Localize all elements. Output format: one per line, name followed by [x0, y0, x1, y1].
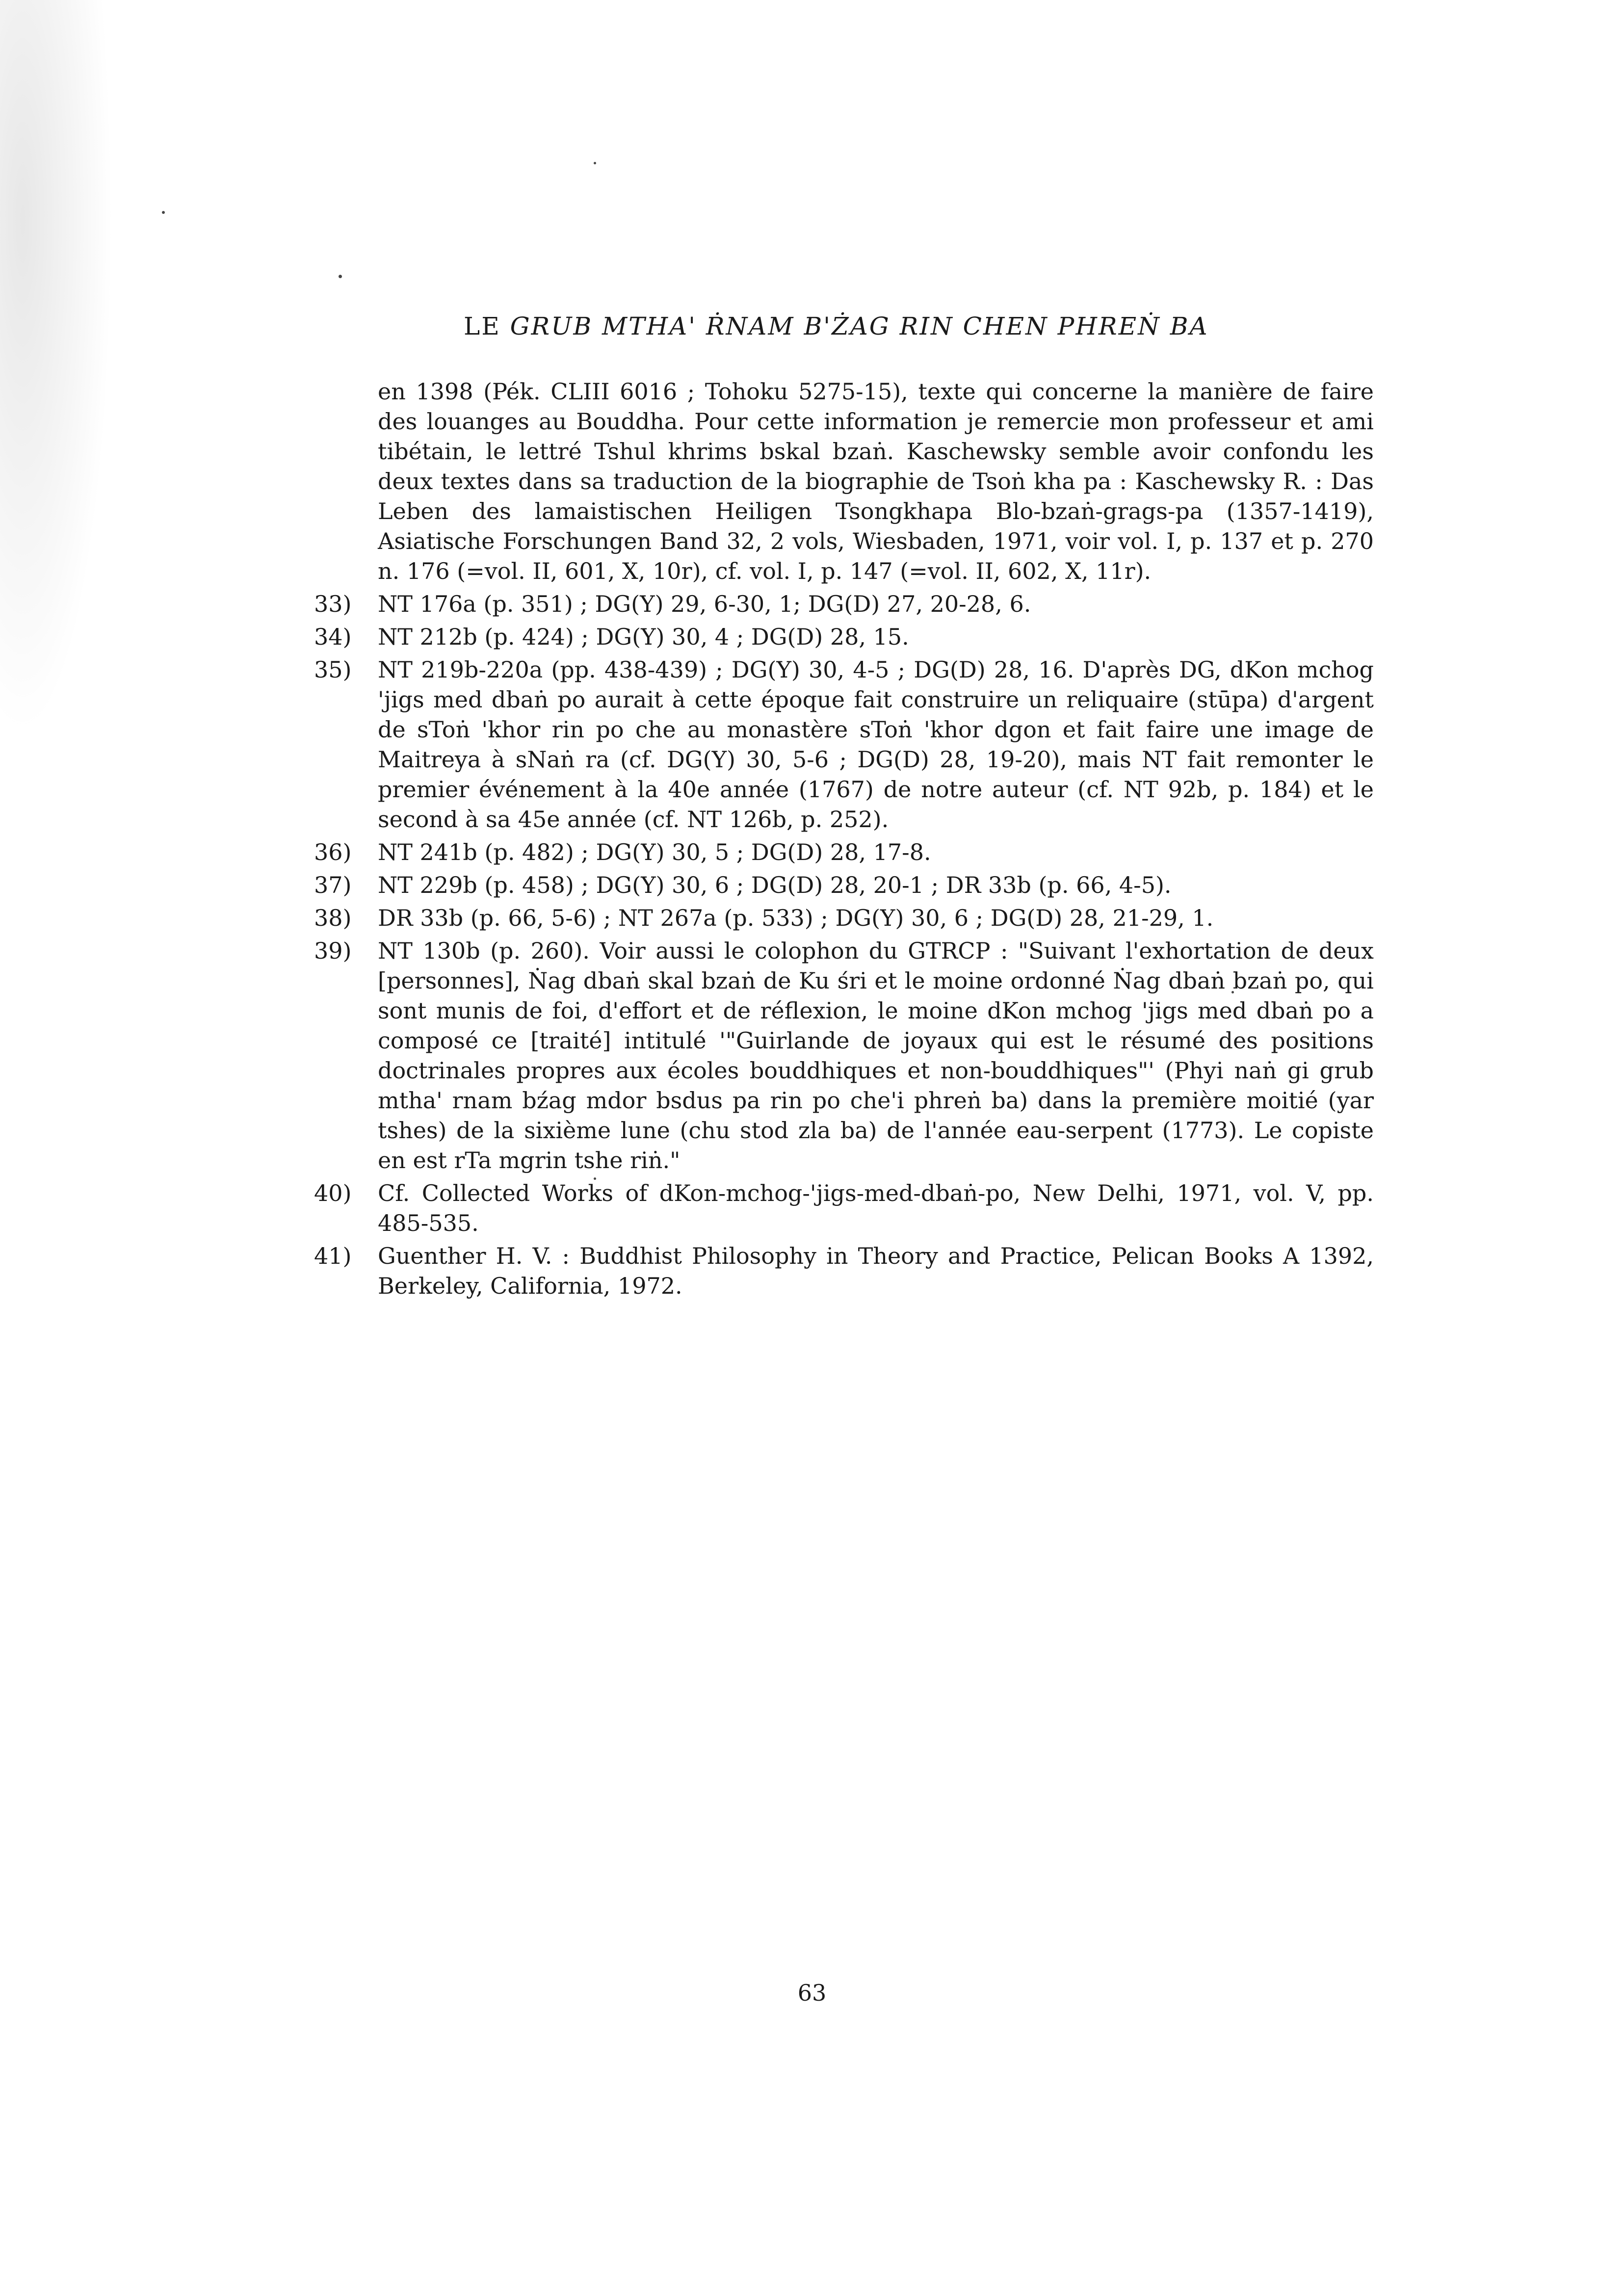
footnote-number: 38)	[314, 905, 352, 931]
footnote	[314, 655, 1374, 835]
page-number: 63	[797, 1980, 827, 2006]
footnote-text: DR 33b (p. 66, 5-6) ; NT 267a (p. 533) ; DG(Y) 30, 6 ; DG(D) 28, 21-29, 1.	[378, 905, 1214, 931]
footnote-text: Guenther H. V. : Buddhist Philosophy in Theory and Practice, Pelican Books A 1392, Berkeley, California, 1972.	[378, 1243, 1374, 1299]
footnote	[314, 1178, 1374, 1238]
footnote-number: 39)	[314, 938, 352, 964]
footnote	[314, 622, 1374, 652]
footnote-number: 37)	[314, 872, 352, 898]
footnote-text: NT 130b (p. 260). Voir aussi le colophon du GTRCP : "Suivant l'exhortation de deux [personnes], Ṅag dbaṅ skal bzaṅ de Ku śri et le moine ordonné Ṅag dbaṅ bzaṅ po, qui sont munis de foi, d'effort et de réflexion, le moine dKon mchog 'jigs med dbaṅ po a composé ce [traité] intitulé '"Guirlande de joyaux qui est le résumé des positions doctrinales propres aux écoles bouddhiques et non-bouddhiques"' (Phyi naṅ gi grub mtha' rnam bźag mdor bsdus pa rin po che'i phreṅ ba) dans la première moitié (yar tshes) de la sixième lune (chu stod zla ba) de l'année eau-serpent (1773). Le copiste en est rTa mgrin tshe riṅ."	[378, 938, 1374, 1174]
running-header-prefix: LE	[464, 312, 510, 340]
scan-speck	[339, 275, 342, 278]
note-continuation: en 1398 (Pék. CLIII 6016 ; Tohoku 5275-15), texte qui concerne la manière de faire des louanges au Bouddha. Pour cette information je remercie mon professeur et ami tibétain, le lettré Tshul khrims bskal bzaṅ. Kaschewsky semble avoir confondu les deux textes dans sa traduction de la biographie de Tsoṅ kha pa : Kaschewsky R. : Das Leben des lamaistischen Heiligen Tsongkhapa Blo-bzaṅ-grags-pa (1357-1419), Asiatische Forschungen Band 32, 2 vols, Wiesbaden, 1971, voir vol. I, p. 137 et p. 270 n. 176 (=vol. II, 601, X, 10r), cf. vol. I, p. 147 (=vol. II, 602, X, 11r).	[378, 378, 1374, 584]
footnote-number: 36)	[314, 839, 352, 865]
footnote	[314, 903, 1374, 933]
footnote-number: 33)	[314, 591, 352, 617]
footnote-text: NT 229b (p. 458) ; DG(Y) 30, 6 ; DG(D) 28, 20-1 ; DR 33b (p. 66, 4-5).	[378, 872, 1172, 898]
footnote-text: Cf. Collected Works of dKon-mchog-'jigs-med-dbaṅ-po, New Delhi, 1971, vol. V, pp. 485-535.	[378, 1180, 1374, 1236]
footnote	[314, 870, 1374, 900]
scan-speck	[594, 162, 596, 164]
footnotes	[314, 377, 1374, 1301]
footnote-text: NT 176a (p. 351) ; DG(Y) 29, 6-30, 1; DG(D) 27, 20-28, 6.	[378, 591, 1031, 617]
footnote-number: 34)	[314, 624, 352, 650]
scan-shadow	[0, 0, 113, 736]
scan-speck	[162, 211, 165, 214]
footnote	[314, 837, 1374, 867]
running-header	[464, 312, 1219, 340]
running-header-title: GRUB MTHA' ṘNAM B'ŻAG RIN CHEN PHREṄ BA	[510, 312, 1209, 340]
footnote-text: NT 212b (p. 424) ; DG(Y) 30, 4 ; DG(D) 28, 15.	[378, 624, 909, 650]
footnote	[314, 589, 1374, 619]
footnote-number: 35)	[314, 656, 352, 683]
footnote-text: NT 241b (p. 482) ; DG(Y) 30, 5 ; DG(D) 28, 17-8.	[378, 839, 931, 865]
footnote-number: 41)	[314, 1243, 352, 1269]
footnote-number: 40)	[314, 1180, 352, 1206]
footnote	[314, 936, 1374, 1175]
footnote-text: NT 219b-220a (pp. 438-439) ; DG(Y) 30, 4-5 ; DG(D) 28, 16. D'après DG, dKon mchog 'jigs med dbaṅ po aurait à cette époque fait construire un reliquaire (stūpa) d'argent de sToṅ 'khor rin po che au monastère sToṅ 'khor dgon et fait faire une image de Maitreya à sNaṅ ra (cf. DG(Y) 30, 5-6 ; DG(D) 28, 19-20), mais NT fait remonter le premier événement à la 40e année (1767) de notre auteur (cf. NT 92b, p. 184) et le second à sa 45e année (cf. NT 126b, p. 252).	[378, 656, 1374, 833]
footnote	[314, 1241, 1374, 1301]
